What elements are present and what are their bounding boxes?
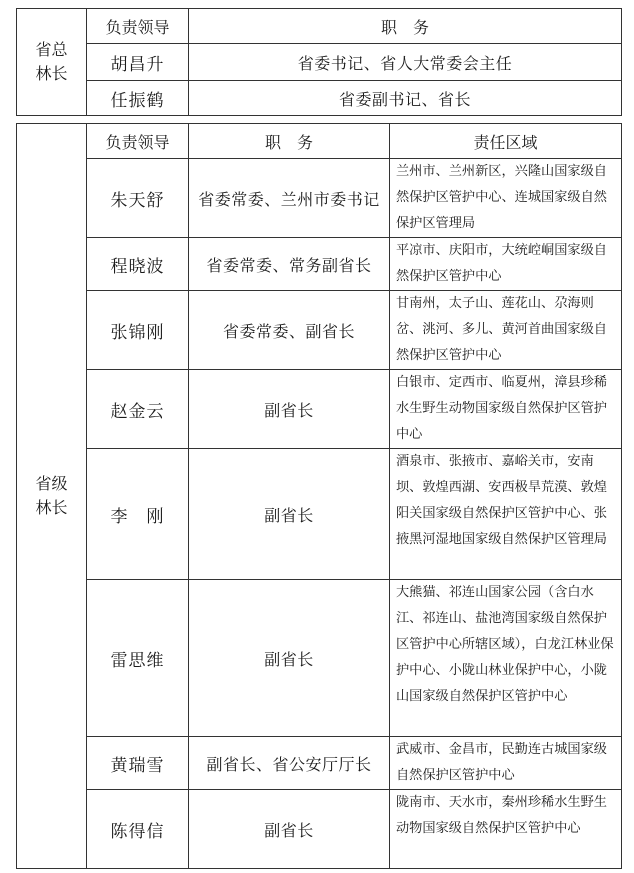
responsibility-area: 陇南市、天水市，秦州珍稀水生野生动物国家级自然保护区管护中心 — [390, 790, 622, 869]
header-leader: 负责领导 — [87, 9, 189, 44]
responsibility-area: 兰州市、兰州新区，兴隆山国家级自然保护区管护中心、连城国家级自然保护区管理局 — [390, 159, 622, 238]
responsibility-area: 甘南州，太子山、莲花山、尕海则岔、洮河、多儿、黄河首曲国家级自然保护区管护中心 — [390, 291, 622, 370]
leader-title: 省委常委、副省长 — [189, 291, 390, 370]
responsibility-area: 酒泉市、张掖市、嘉峪关市，安南坝、敦煌西湖、安西极旱荒漠、敦煌阳关国家级自然保护区管护中心、张掖黑河湿地国家级自然保护区管理局 — [390, 449, 622, 580]
leader-title: 省委副书记、省长 — [189, 81, 622, 116]
leader-name: 程晓波 — [87, 238, 189, 291]
group-label-text: 省级林长 — [35, 474, 68, 517]
responsibility-area: 大熊猫、祁连山国家公园（含白水江、祁连山、盐池湾国家级自然保护区管护中心所辖区域），白龙江林业保护中心、小陇山林业保护中心，小陇山国家级自然保护区管护中心 — [390, 580, 622, 737]
leader-name: 陈得信 — [87, 790, 189, 869]
group-label-general — [17, 9, 87, 116]
leader-name: 任振鹤 — [87, 81, 189, 116]
general-chief-table — [16, 8, 622, 116]
leader-title: 副省长 — [189, 449, 390, 580]
leader-name: 胡昌升 — [87, 44, 189, 81]
header-leader: 负责领导 — [87, 124, 189, 159]
responsibility-area: 白银市、定西市、临夏州，漳县珍稀水生野生动物国家级自然保护区管护中心 — [390, 370, 622, 449]
leader-name: 黄瑞雪 — [87, 737, 189, 790]
leader-title: 省委常委、兰州市委书记 — [189, 159, 390, 238]
group-label-provincial — [17, 124, 87, 869]
leader-name: 朱天舒 — [87, 159, 189, 238]
responsibility-area: 武威市、金昌市，民勤连古城国家级自然保护区管护中心 — [390, 737, 622, 790]
leader-name: 张锦刚 — [87, 291, 189, 370]
leader-title: 副省长 — [189, 370, 390, 449]
leader-title: 副省长、省公安厅厅长 — [189, 737, 390, 790]
leader-title: 副省长 — [189, 790, 390, 869]
responsibility-area: 平凉市、庆阳市，大统崆峒国家级自然保护区管护中心 — [390, 238, 622, 291]
leader-name: 李 刚 — [87, 449, 189, 580]
provincial-chief-table — [16, 123, 622, 869]
leader-title: 省委书记、省人大常委会主任 — [189, 44, 622, 81]
leader-title: 省委常委、常务副省长 — [189, 238, 390, 291]
header-title: 职 务 — [189, 124, 390, 159]
group-label-text: 省总林长 — [35, 40, 68, 83]
leader-name: 赵金云 — [87, 370, 189, 449]
leader-title: 副省长 — [189, 580, 390, 737]
header-area: 责任区域 — [390, 124, 622, 159]
header-title: 职 务 — [189, 9, 622, 44]
leader-name: 雷思维 — [87, 580, 189, 737]
